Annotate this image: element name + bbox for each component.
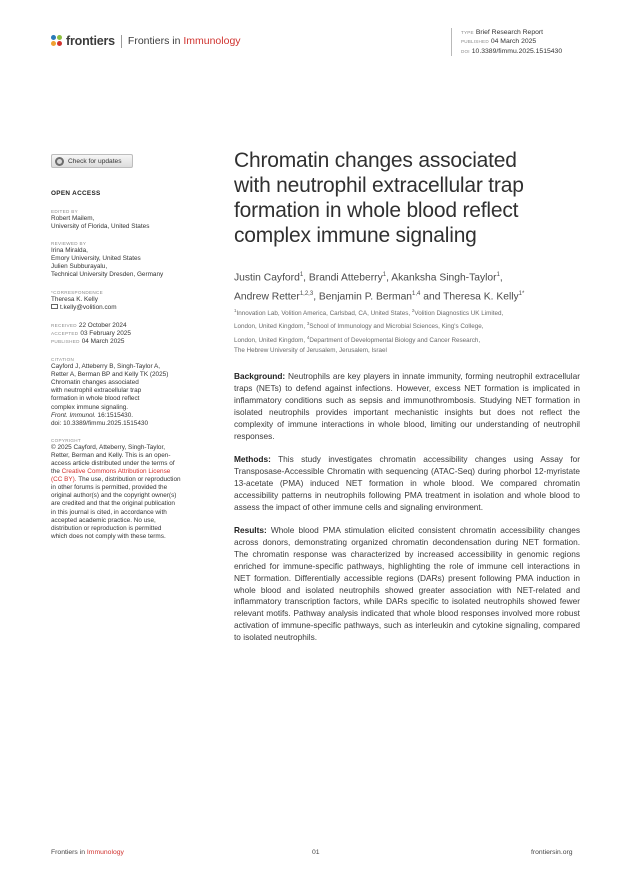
affiliations: $^1$Innovation Lab, Volition America, Carlsbad, CA, United States, $^2$Volition Diagnostics UK Limited, London, United Kingdom, $^3$School of Immunology and Microbial Sciences, King's College, London, United Kingdom, $^4$Department of Developmental Biology and Cancer Research, The Hebrew University of Jerusalem, Jerusalem, Israel xyxy=(234,308,504,355)
journal-name: Frontiers in Immunology xyxy=(127,35,241,47)
page-number: 01 xyxy=(312,849,320,856)
published-date: PUBLISHED 04 March 2025 xyxy=(461,38,537,46)
doi: DOI 10.3389/fimmu.2025.1515430 xyxy=(461,47,563,55)
author[interactable]: Theresa K. Kelly xyxy=(443,291,519,303)
brand-wordmark: frontiers xyxy=(66,34,115,48)
update-icon xyxy=(55,157,64,166)
edited-by: EDITED BY Robert Mailem, University of Florida, United States xyxy=(51,209,150,231)
site-link[interactable]: frontiersin.org xyxy=(531,849,573,856)
footer-journal: Frontiers in Immunology xyxy=(51,849,124,856)
abstract-results: Results: Whole blood PMA stimulation elicited consistent chromatin accessibility changes across donors, demonstrating organized chromatin decondensation during NET formation. The chromatin response was characterized by increased accessibility in genomic regions enriched for immune-specific pathways, highlighting the role of immune cell interactions in NET formation. Differentially accessible regions (DARs) present following PMA induction in whole blood and isolated neutrophils showed greater association with NET-related and inflammatory transcription factors, while DARs specific to isolated neutrophils showed fewer relevant motifs. Pathway analysis indicated that whole blood responses involved more robust activation of immune-specific pathways, such as interleukin and cytokine signaling, compared to isolated neutrophils. xyxy=(234,524,580,643)
frontiers-logo-icon xyxy=(51,35,63,47)
article-dates: RECEIVED 22 October 2024 ACCEPTED 03 February 2025 PUBLISHED 04 March 2025 xyxy=(51,321,131,345)
article-meta xyxy=(451,28,562,56)
sidebar-info xyxy=(51,190,196,547)
logo-divider xyxy=(121,35,122,48)
correspondence: *CORRESPONDENCE Theresa K. Kelly t.kelly@volition.com xyxy=(51,289,117,311)
author-list: Justin Cayford$^1$, Brandi Atteberry$^1$, Akanksha Singh-Taylor$^1$, Andrew Retter$^{1,2,3}$, Benjamin P. Berman$^{1,4}$ and Theresa K. Kelly$^{1*}$ xyxy=(234,272,525,303)
abstract-methods: Methods: This study investigates chromatin accessibility changes using Assay for Transposase-Accessible Chromatin with sequencing (ATAC-Seq) during phorbol 12-myristate 13-acetate (PMA) induced NET formation in whole blood. We compared chromatin accessibility patterns in neutrophils following PMA treatment in isolation and whole blood to assess the impact of other immune cells and signaling environment. xyxy=(234,453,580,512)
citation: CITATION Cayford J, Atteberry B, Singh-Taylor A, Retter A, Berman BP and Kelly TK (2025) Chromatin changes associated with neutrophil extracellular trap formation in whole blood reflect complex immune signaling. Front. Immunol. 16:1515430. doi: 10.3389/fimmu.2025.1515430 xyxy=(51,357,169,427)
check-for-updates-button[interactable]: Check for updates xyxy=(51,154,133,168)
license-link[interactable]: Creative Commons Attribution License xyxy=(61,468,171,476)
copyright: COPYRIGHT © 2025 Cayford, Atteberry, Singh-Taylor, Retter, Berman and Kelly. This is an open- access article distributed under the terms of the Creative Commons Attribution License (CC BY). The use, distribution or reproduction in other forums is permitted, provided the original author(s) and the copyright owner(s) are credited and that the original publication in this journal is cited, in accordance with accepted academic practice. No use, distribution or reproduction is permitted which does not comply with these terms. xyxy=(51,437,181,540)
author[interactable]: Andrew Retter xyxy=(234,291,300,303)
author[interactable]: Brandi Atteberry xyxy=(308,272,383,284)
mail-icon xyxy=(51,304,58,309)
author[interactable]: Akanksha Singh-Taylor xyxy=(391,272,497,284)
reviewed-by: REVIEWED BY Irina Miralda, Emory University, United States Julien Subburayalu, Technical University Dresden, Germany xyxy=(51,241,164,279)
email-link[interactable]: t.kelly@volition.com xyxy=(60,303,117,311)
article-type: TYPE Brief Research Report xyxy=(461,29,544,36)
author[interactable]: Justin Cayford xyxy=(234,272,300,284)
author[interactable]: Benjamin P. Berman xyxy=(318,291,413,303)
abstract-background: Background: Neutrophils are key players in innate immunity, forming neutrophil extracellular traps (NETs) to defend against infections. However, excess NET formation is implicated in inflammatory conditions such as sepsis and immunothrombosis. Studying NET formation in isolated neutrophils provides important mechanistic insights but does not reflect the complexity of immune interactions in whole blood, limiting our understanding of neutrophil responses. xyxy=(234,371,580,441)
license-link-cont[interactable]: (CC BY). xyxy=(51,476,77,484)
abstract xyxy=(234,371,580,656)
frontiers-logo[interactable] xyxy=(51,34,241,48)
open-access-label: OPEN ACCESS xyxy=(51,190,101,197)
article-title: Chromatin changes associated with neutrophil extracellular trap formation in whole blood reflect complex immune signaling xyxy=(234,149,524,247)
